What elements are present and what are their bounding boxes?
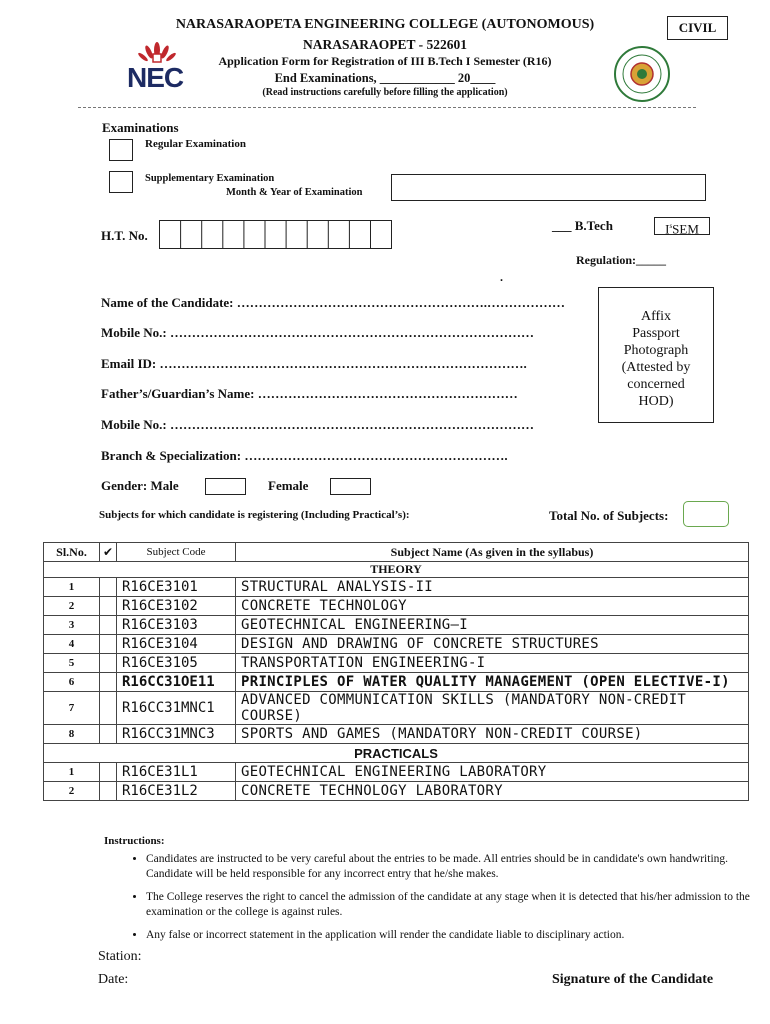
photo-line: concerned <box>627 377 685 392</box>
sl-header: Sl.No. <box>44 543 100 562</box>
row-checkbox[interactable] <box>100 692 117 725</box>
date-label: Date: <box>98 972 129 987</box>
row-code: R16CE3104 <box>117 635 236 654</box>
male-checkbox[interactable] <box>205 478 246 495</box>
ht-no-label: H.T. No. <box>101 228 148 243</box>
row-code: R16CC31MNC3 <box>117 725 236 744</box>
table-row <box>44 763 749 782</box>
form-title: Application Form for Registration of III B.Tech I Semester (R16) <box>218 54 552 68</box>
table-row <box>44 578 749 597</box>
row-name: STRUCTURAL ANALYSIS-II <box>236 578 749 597</box>
instructions-list <box>108 852 766 951</box>
regulation-label: Regulation:_____ <box>576 253 666 267</box>
supplementary-label: Supplementary Examination <box>145 173 275 184</box>
row-code: R16CE3103 <box>117 616 236 635</box>
guardian-mobile-field[interactable]: Mobile No.: ………………………………………………………………………… <box>101 417 534 432</box>
theory-label: THEORY <box>44 562 749 578</box>
college-name: NARASARAOPETA ENGINEERING COLLEGE (AUTONOMOUS) <box>175 17 595 32</box>
table-row <box>44 725 749 744</box>
photo-line: HOD) <box>638 394 674 409</box>
ht-no-boxes[interactable] <box>159 220 393 255</box>
regular-label: Regular Examination <box>145 138 246 150</box>
photo-line: Photograph <box>623 343 689 358</box>
month-year-field[interactable] <box>391 174 706 201</box>
row-sl: 2 <box>44 782 100 801</box>
row-code: R16CC31OE11 <box>117 673 236 692</box>
row-name: CONCRETE TECHNOLOGY <box>236 597 749 616</box>
row-checkbox[interactable] <box>100 635 117 654</box>
total-subjects-field[interactable] <box>683 501 729 527</box>
photo-line: Affix <box>640 309 672 324</box>
father-name-field[interactable]: Father’s/Guardian’s Name: …………………………………………………… <box>101 386 518 401</box>
row-name: CONCRETE TECHNOLOGY LABORATORY <box>236 782 749 801</box>
instruction-item: • The College reserves the right to cancel the admission of the candidate at any stage when it is detected that his/her admission to the examination or the college is against rules. <box>146 890 766 920</box>
table-row <box>44 654 749 673</box>
college-city: NARASARAOPET - 522601 <box>302 37 467 52</box>
nec-logo <box>125 40 189 95</box>
code-header: Subject Code <box>117 543 236 562</box>
row-checkbox[interactable] <box>100 597 117 616</box>
university-seal-icon <box>613 45 671 103</box>
row-checkbox[interactable] <box>100 673 117 692</box>
female-checkbox[interactable] <box>330 478 371 495</box>
row-sl: 1 <box>44 578 100 597</box>
branch-tag: CIVIL <box>667 16 728 40</box>
row-sl: 3 <box>44 616 100 635</box>
header-separator <box>78 107 696 108</box>
mobile-field[interactable]: Mobile No.: ………………………………………………………………………… <box>101 325 534 340</box>
row-code: R16CC31MNC1 <box>117 692 236 725</box>
row-name: SPORTS AND GAMES (MANDATORY NON-CREDIT COURSE) <box>236 725 749 744</box>
row-sl: 4 <box>44 635 100 654</box>
female-label: Female <box>268 478 309 493</box>
subjects-table <box>43 542 749 801</box>
row-sl: 7 <box>44 692 100 725</box>
signature-label: Signature of the Candidate <box>552 972 714 987</box>
row-sl: 5 <box>44 654 100 673</box>
branch-field[interactable]: Branch & Specialization: ……………………………………………………. <box>101 448 508 463</box>
practicals-label: PRACTICALS <box>44 744 749 763</box>
station-label: Station: <box>98 949 142 964</box>
check-header-icon: ✔ <box>100 543 117 562</box>
row-name: DESIGN AND DRAWING OF CONCRETE STRUCTURES <box>236 635 749 654</box>
instruction-item: • Candidates are instructed to be very careful about the entries to be made. All entries should be in candidate's own handwriting. Candidate will be held responsible for any incorrect entry that he/she makes. <box>146 852 766 882</box>
supplementary-checkbox[interactable] <box>109 171 133 193</box>
row-code: R16CE31L2 <box>117 782 236 801</box>
candidate-name-field[interactable]: Name of the Candidate: ………………………………………………….……………… <box>101 295 566 310</box>
exam-line: End Examinations, ____________ 20____ <box>274 71 496 85</box>
row-name: TRANSPORTATION ENGINEERING-I <box>236 654 749 673</box>
row-sl: 1 <box>44 763 100 782</box>
table-row <box>44 597 749 616</box>
table-row <box>44 673 749 692</box>
table-row <box>44 782 749 801</box>
subjects-caption: Subjects for which candidate is registering (Including Practical’s): <box>99 509 410 521</box>
regular-checkbox[interactable] <box>109 139 133 161</box>
row-name: ADVANCED COMMUNICATION SKILLS (MANDATORY NON-CREDIT COURSE) <box>236 692 749 725</box>
table-row <box>44 692 749 725</box>
logo-text: NEC <box>127 62 184 93</box>
month-year-label: Month & Year of Examination <box>226 187 363 198</box>
email-field[interactable]: Email ID: …………………………………………………………………………. <box>101 356 527 371</box>
row-name: PRINCIPLES OF WATER QUALITY MANAGEMENT (OPEN ELECTIVE-I) <box>236 673 749 692</box>
semester-box: $I^sSEM$ <box>654 217 710 235</box>
name-header: Subject Name (As given in the syllabus) <box>236 543 749 562</box>
row-code: R16CE31L1 <box>117 763 236 782</box>
photo-box <box>598 287 714 423</box>
total-subjects-label: Total No. of Subjects: <box>549 508 669 523</box>
row-name: GEOTECHNICAL ENGINEERING–I <box>236 616 749 635</box>
row-code: R16CE3102 <box>117 597 236 616</box>
gender-label: Gender: Male <box>101 478 179 493</box>
row-checkbox[interactable] <box>100 782 117 801</box>
instruction-item: • Any false or incorrect statement in the application will render the candidate liable to disciplinary action. <box>146 928 766 943</box>
row-checkbox[interactable] <box>100 578 117 597</box>
btech-label: ___ B.Tech <box>552 218 613 233</box>
row-checkbox[interactable] <box>100 763 117 782</box>
photo-line: Passport <box>632 326 680 341</box>
instructions-heading: Instructions: <box>104 835 165 847</box>
table-row <box>44 635 749 654</box>
photo-line: (Attested by <box>621 360 691 375</box>
stray-dot: . <box>500 270 503 284</box>
row-name: GEOTECHNICAL ENGINEERING LABORATORY <box>236 763 749 782</box>
row-code: R16CE3101 <box>117 578 236 597</box>
row-checkbox[interactable] <box>100 725 117 744</box>
row-sl: 8 <box>44 725 100 744</box>
row-checkbox[interactable] <box>100 616 117 635</box>
examinations-heading: Examinations <box>102 120 179 135</box>
header-note: (Read instructions carefully before filling the application) <box>262 87 508 98</box>
row-code: R16CE3105 <box>117 654 236 673</box>
table-row <box>44 616 749 635</box>
row-sl: 2 <box>44 597 100 616</box>
row-checkbox[interactable] <box>100 654 117 673</box>
row-sl: 6 <box>44 673 100 692</box>
